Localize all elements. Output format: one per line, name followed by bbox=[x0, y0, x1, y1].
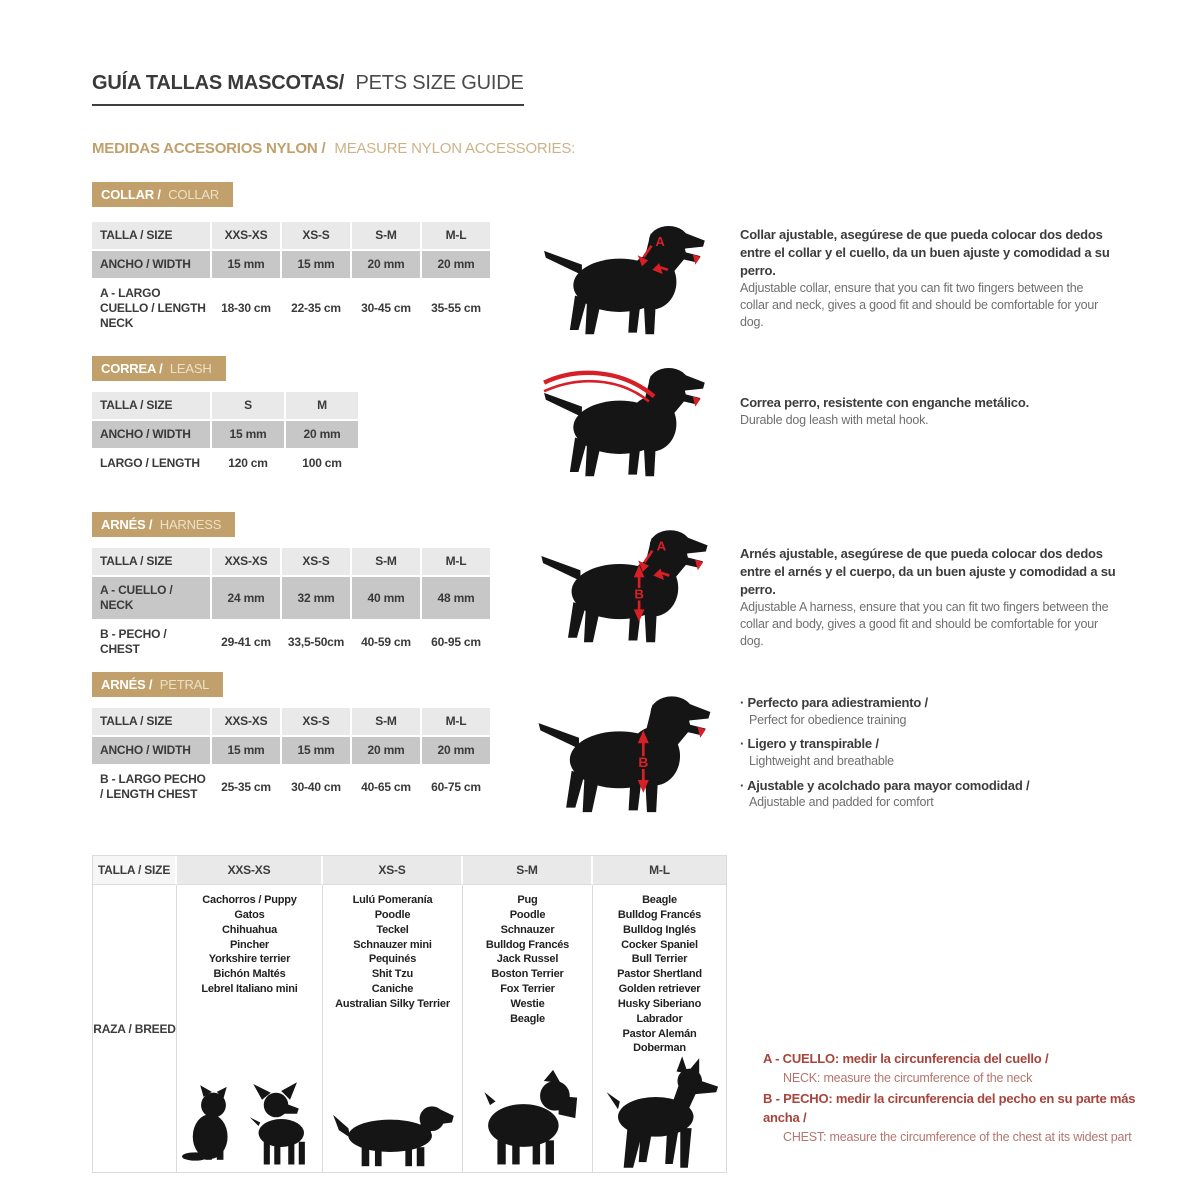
collar-badge-english: COLLAR bbox=[168, 187, 220, 202]
value-cell: 15 mm bbox=[212, 251, 280, 278]
breed-header-cell: TALLA / SIZE bbox=[93, 856, 177, 885]
value-cell: 35-55 cm bbox=[422, 280, 490, 337]
xxs-xs-silhouettes bbox=[177, 1080, 322, 1172]
dog-collar-silhouette-icon bbox=[533, 220, 715, 336]
table-row bbox=[92, 621, 490, 663]
bullet-spanish: · Ligero y transpirable / bbox=[740, 735, 1122, 753]
breed-item: Shit Tzu bbox=[371, 968, 414, 981]
bullet-spanish: · Ajustable y acolchado para mayor comodidad / bbox=[740, 777, 1122, 795]
value-cell: 40 mm bbox=[352, 577, 420, 619]
value-cell: 25-35 cm bbox=[212, 766, 280, 808]
breed-item: Bulldog Inglés bbox=[623, 923, 696, 936]
leash-description bbox=[740, 394, 1114, 429]
breed-size-table bbox=[92, 855, 727, 1173]
breed-item: Schnauzer bbox=[500, 923, 555, 936]
table-row bbox=[92, 251, 490, 278]
value-cell: S bbox=[212, 392, 284, 419]
value-cell: 20 mm bbox=[422, 737, 490, 764]
value-cell: XS-S bbox=[282, 708, 350, 735]
measurement-notes bbox=[763, 1050, 1173, 1149]
value-cell: XXS-XS bbox=[212, 222, 280, 249]
value-cell: 20 mm bbox=[352, 251, 420, 278]
m-l-silhouettes bbox=[593, 1056, 726, 1172]
breed-list bbox=[323, 885, 462, 1012]
breed-item: Cachorros / Puppy bbox=[202, 894, 297, 906]
row-label-cell: TALLA / SIZE bbox=[92, 548, 210, 575]
breed-cell-m-l bbox=[593, 885, 726, 1172]
breed-item: Beagle bbox=[642, 894, 677, 906]
value-cell: 40-59 cm bbox=[352, 621, 420, 663]
value-cell: 30-40 cm bbox=[282, 766, 350, 808]
breed-item: Doberman bbox=[633, 1042, 686, 1055]
harness-description-spanish: Arnés ajustable, asegúrese de que pueda colocar dos dedos entre el arnés y el cuerpo, da un buen ajuste y comodidad a su perro. bbox=[740, 546, 1116, 597]
value-cell: 60-75 cm bbox=[422, 766, 490, 808]
breed-item: Cocker Spaniel bbox=[621, 938, 698, 951]
breed-item: Pequinés bbox=[368, 953, 417, 966]
harness-description bbox=[740, 545, 1122, 651]
value-cell: 30-45 cm bbox=[352, 280, 420, 337]
breed-item: Beagle bbox=[510, 1012, 545, 1025]
harness-badge-english: HARNESS bbox=[159, 517, 222, 532]
cat-silhouette-icon bbox=[182, 1080, 240, 1170]
harness-section-badge bbox=[92, 512, 235, 537]
table-row bbox=[92, 766, 490, 808]
breed-row-label: RAZA / BREED bbox=[93, 885, 177, 1172]
breed-header-cell: S-M bbox=[463, 856, 593, 885]
dog-harness-silhouette-icon bbox=[533, 524, 715, 644]
breed-item: Lebrel Italiano mini bbox=[201, 983, 298, 996]
value-cell: XS-S bbox=[282, 548, 350, 575]
breed-item: Golden retriever bbox=[618, 983, 701, 996]
breed-table-header bbox=[93, 856, 726, 885]
doberman-silhouette-icon bbox=[601, 1056, 719, 1170]
value-cell: 40-65 cm bbox=[352, 766, 420, 808]
breed-cell-s-m bbox=[463, 885, 593, 1172]
chest-note-spanish: B - PECHO: medir la circunferencia del pecho en su parte más ancha / bbox=[763, 1090, 1136, 1125]
value-cell: 60-95 cm bbox=[422, 621, 490, 663]
svg-text:A: A bbox=[655, 233, 665, 249]
row-label-cell: B - LARGO PECHO / LENGTH CHEST bbox=[92, 766, 210, 808]
breed-item: Bull Terrier bbox=[631, 953, 688, 966]
value-cell: 15 mm bbox=[282, 737, 350, 764]
breed-item: Poodle bbox=[374, 908, 411, 921]
value-cell: 15 mm bbox=[212, 737, 280, 764]
neck-note-spanish: A - CUELLO: medir la circunferencia del cuello / bbox=[763, 1051, 1049, 1066]
value-cell: XXS-XS bbox=[212, 548, 280, 575]
breed-item: Pastor Shertland bbox=[617, 968, 702, 981]
breed-item: Australian Silky Terrier bbox=[335, 997, 450, 1010]
breed-item: Westie bbox=[510, 997, 545, 1010]
value-cell: 15 mm bbox=[212, 421, 284, 448]
neck-note-english: NECK: measure the circumference of the neck bbox=[783, 1070, 1033, 1085]
bullet-english: Perfect for obedience training bbox=[749, 712, 907, 727]
table-row bbox=[92, 280, 490, 337]
subtitle-spanish: MEDIDAS ACCESORIOS NYLON / bbox=[92, 140, 326, 157]
harness-size-table bbox=[92, 548, 490, 665]
table-row bbox=[92, 577, 490, 619]
bullet-spanish: · Perfecto para adiestramiento / bbox=[740, 694, 1122, 712]
breed-cell-xxs-xs bbox=[177, 885, 323, 1172]
breed-list bbox=[463, 885, 592, 1027]
breed-item: Bichón Maltés bbox=[213, 968, 286, 981]
petral-badge-english: PETRAL bbox=[159, 677, 210, 692]
svg-text:B: B bbox=[638, 755, 649, 771]
value-cell: M bbox=[286, 392, 358, 419]
value-cell: M-L bbox=[422, 708, 490, 735]
breed-item: Pincher bbox=[230, 938, 269, 951]
value-cell: XS-S bbox=[282, 222, 350, 249]
leash-description-spanish: Correa perro, resistente con enganche metálico. bbox=[740, 395, 1029, 410]
value-cell: 120 cm bbox=[212, 450, 284, 477]
breed-item: Pastor Alemán bbox=[622, 1027, 697, 1040]
breed-item: Husky Siberiano bbox=[617, 997, 702, 1010]
value-cell: M-L bbox=[422, 222, 490, 249]
row-label-cell: TALLA / SIZE bbox=[92, 708, 210, 735]
value-cell: 22-35 cm bbox=[282, 280, 350, 337]
value-cell: 18-30 cm bbox=[212, 280, 280, 337]
row-label-cell: TALLA / SIZE bbox=[92, 222, 210, 249]
row-label-cell: ANCHO / WIDTH bbox=[92, 737, 210, 764]
breed-table-body bbox=[93, 885, 726, 1172]
dachshund-silhouette-icon bbox=[330, 1094, 456, 1170]
page-title-spanish: GUÍA TALLAS MASCOTAS/ bbox=[92, 72, 345, 94]
table-header-row bbox=[92, 222, 490, 249]
collar-section-badge bbox=[92, 182, 233, 207]
row-label-cell: B - PECHO / CHEST bbox=[92, 621, 210, 663]
breed-header-cell: M-L bbox=[593, 856, 726, 885]
breed-item: Fox Terrier bbox=[500, 983, 555, 996]
value-cell: S-M bbox=[352, 222, 420, 249]
page-title-english: PETS SIZE GUIDE bbox=[355, 72, 524, 94]
value-cell: 29-41 cm bbox=[212, 621, 280, 663]
breed-header-cell: XS-S bbox=[323, 856, 463, 885]
breed-item: Bulldog Francés bbox=[485, 938, 570, 951]
harness-description-english: Adjustable A harness, ensure that you can fit two fingers between the collar and body, gives a good fit and should be comfortable for your dog. bbox=[740, 599, 1109, 649]
row-label-cell: LARGO / LENGTH bbox=[92, 450, 210, 477]
collar-description-spanish: Collar ajustable, asegúrese de que pueda colocar dos dedos entre el collar y el cuello, da un buen ajuste y comodidad a su perro. bbox=[740, 227, 1110, 278]
value-cell: S-M bbox=[352, 708, 420, 735]
petral-bullet bbox=[740, 735, 1122, 769]
breed-item: Yorkshire terrier bbox=[208, 953, 291, 966]
breed-item: Labrador bbox=[636, 1012, 683, 1025]
svg-text:B: B bbox=[634, 586, 644, 602]
value-cell: 15 mm bbox=[282, 251, 350, 278]
chest-note-english: CHEST: measure the circumference of the chest at its widest part bbox=[783, 1129, 1132, 1144]
leash-strap-illustration bbox=[544, 373, 654, 402]
breed-item: Lulú Pomeranía bbox=[352, 894, 433, 906]
table-row bbox=[92, 450, 358, 477]
breed-item: Jack Russel bbox=[496, 953, 559, 966]
breed-list bbox=[177, 885, 322, 997]
breed-item: Gatos bbox=[234, 908, 265, 921]
dog-petral-silhouette-icon bbox=[533, 690, 715, 814]
petral-bullet bbox=[740, 777, 1122, 811]
table-header-row bbox=[92, 392, 358, 419]
breed-item: Pug bbox=[517, 894, 538, 906]
breed-item: Caniche bbox=[371, 983, 414, 996]
xs-s-silhouettes bbox=[323, 1094, 462, 1172]
petral-section-badge bbox=[92, 672, 223, 697]
breed-item: Teckel bbox=[376, 923, 409, 936]
breed-header-cell: XXS-XS bbox=[177, 856, 323, 885]
row-label-cell: ANCHO / WIDTH bbox=[92, 421, 210, 448]
petral-feature-list bbox=[740, 694, 1122, 818]
breed-item: Boston Terrier bbox=[491, 968, 564, 981]
chihuahua-silhouette-icon bbox=[248, 1082, 318, 1170]
schnauzer-silhouette-icon bbox=[477, 1068, 579, 1170]
row-label-cell: A - LARGO CUELLO / LENGTH NECK bbox=[92, 280, 210, 337]
row-label-cell: A - CUELLO / NECK bbox=[92, 577, 210, 619]
petral-bullet bbox=[740, 694, 1122, 728]
subtitle-english: MEASURE NYLON ACCESSORIES: bbox=[334, 140, 576, 157]
row-label-cell: ANCHO / WIDTH bbox=[92, 251, 210, 278]
value-cell: M-L bbox=[422, 548, 490, 575]
collar-description bbox=[740, 226, 1114, 332]
breed-cell-xs-s bbox=[323, 885, 463, 1172]
page-subtitle bbox=[92, 140, 575, 157]
value-cell: 24 mm bbox=[212, 577, 280, 619]
leash-badge-spanish: CORREA / bbox=[101, 361, 163, 376]
value-cell: 32 mm bbox=[282, 577, 350, 619]
bullet-english: Adjustable and padded for comfort bbox=[749, 795, 934, 810]
harness-badge-spanish: ARNÉS / bbox=[101, 517, 153, 532]
breed-item: Chihuahua bbox=[221, 923, 278, 936]
petral-size-table bbox=[92, 708, 490, 810]
table-header-row bbox=[92, 708, 490, 735]
collar-badge-spanish: COLLAR / bbox=[101, 187, 161, 202]
breed-item: Schnauzer mini bbox=[353, 938, 432, 951]
value-cell: S-M bbox=[352, 548, 420, 575]
petral-measure-arrows bbox=[638, 730, 649, 792]
leash-section-badge bbox=[92, 356, 226, 381]
value-cell: 20 mm bbox=[352, 737, 420, 764]
value-cell: XXS-XS bbox=[212, 708, 280, 735]
bullet-english: Lightweight and breathable bbox=[749, 753, 894, 768]
svg-text:A: A bbox=[656, 538, 667, 554]
leash-size-table bbox=[92, 392, 358, 479]
table-header-row bbox=[92, 548, 490, 575]
row-label-cell: TALLA / SIZE bbox=[92, 392, 210, 419]
dog-leash-silhouette-icon bbox=[533, 362, 715, 478]
breed-list bbox=[593, 885, 726, 1056]
breed-item: Poodle bbox=[509, 908, 546, 921]
leash-badge-english: LEASH bbox=[169, 361, 212, 376]
s-m-silhouettes bbox=[463, 1068, 592, 1172]
table-row bbox=[92, 737, 490, 764]
collar-size-table bbox=[92, 222, 490, 339]
value-cell: 20 mm bbox=[286, 421, 358, 448]
collar-description-english: Adjustable collar, ensure that you can fit two fingers between the collar and neck, gives a good fit and should be comfortable for your dog. bbox=[740, 280, 1099, 330]
leash-description-english: Durable dog leash with metal hook. bbox=[740, 412, 929, 427]
breed-item: Bulldog Francés bbox=[617, 908, 702, 921]
value-cell: 20 mm bbox=[422, 251, 490, 278]
value-cell: 100 cm bbox=[286, 450, 358, 477]
page-title bbox=[92, 72, 524, 106]
petral-badge-spanish: ARNÉS / bbox=[101, 677, 153, 692]
table-row bbox=[92, 421, 358, 448]
value-cell: 33,5-50cm bbox=[282, 621, 350, 663]
value-cell: 48 mm bbox=[422, 577, 490, 619]
